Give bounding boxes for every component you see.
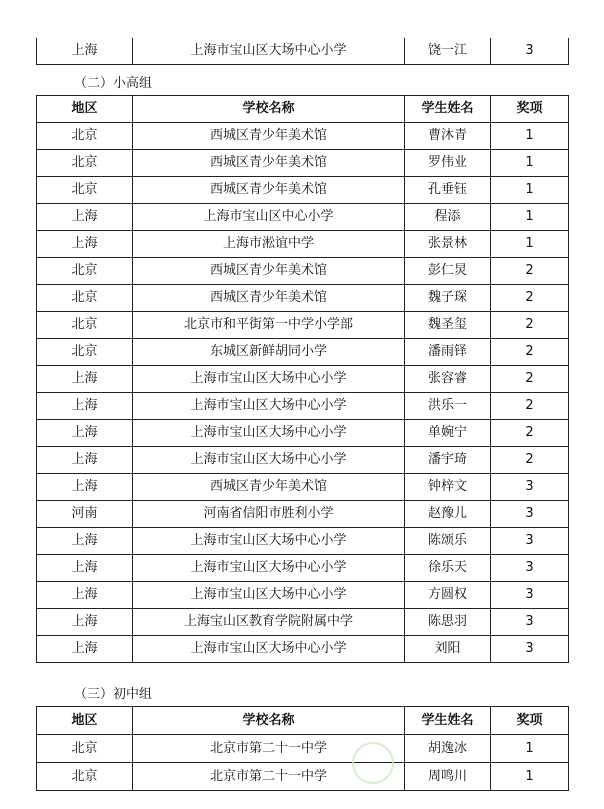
cell-student: 程添 [405,204,491,231]
cell-region: 北京 [37,312,133,339]
cell-school: 西城区青少年美术馆 [133,285,405,312]
cell-school: 上海市宝山区大场中心小学 [133,393,405,420]
cell-region: 北京 [37,258,133,285]
cell-school: 西城区青少年美术馆 [133,177,405,204]
cell-award: 2 [491,420,569,447]
cell-award: 3 [491,582,569,609]
cell-region: 河南 [37,501,133,528]
cell-region: 北京 [37,150,133,177]
table-row [37,582,569,609]
cell-region: 上海 [37,555,133,582]
cell-award: 1 [491,150,569,177]
cell-region: 北京 [37,339,133,366]
cell-school: 西城区青少年美术馆 [133,474,405,501]
cell-school: 上海市宝山区大场中心小学 [133,555,405,582]
cell-student: 张景林 [405,231,491,258]
cell-region: 上海 [37,38,133,65]
cell-region: 北京 [37,177,133,204]
header-award: 奖项 [491,707,569,735]
cell-school: 北京市第二十一中学 [133,763,405,791]
header-student: 学生姓名 [405,707,491,735]
table-row [37,150,569,177]
cell-award: 2 [491,447,569,474]
cell-student: 孔垂钰 [405,177,491,204]
cell-award: 3 [491,555,569,582]
cell-school: 上海市宝山区大场中心小学 [133,38,405,65]
cell-student: 徐乐天 [405,555,491,582]
cell-school: 北京市第二十一中学 [133,735,405,763]
cell-school: 上海市淞谊中学 [133,231,405,258]
cell-school: 上海宝山区教育学院附属中学 [133,609,405,636]
cell-student: 周鸣川 [405,763,491,791]
cell-student: 陈颂乐 [405,528,491,555]
cell-student: 钟梓文 [405,474,491,501]
cell-award: 3 [491,609,569,636]
cell-region: 上海 [37,528,133,555]
cell-award: 2 [491,312,569,339]
cell-school: 上海市宝山区大场中心小学 [133,366,405,393]
cell-region: 上海 [37,231,133,258]
table-row [37,177,569,204]
table-row [37,474,569,501]
cell-student: 洪乐一 [405,393,491,420]
cell-region: 北京 [37,735,133,763]
header-region: 地区 [37,707,133,735]
cell-award: 1 [491,231,569,258]
table-row [37,636,569,663]
top-table [36,38,569,65]
cell-region: 上海 [37,582,133,609]
table-row [37,609,569,636]
cell-region: 上海 [37,393,133,420]
table-row [37,339,569,366]
cell-school: 西城区青少年美术馆 [133,258,405,285]
cell-award: 1 [491,123,569,150]
cell-award: 1 [491,763,569,791]
primary-upper-table-body [37,123,569,663]
cell-student: 胡逸冰 [405,735,491,763]
cell-region: 北京 [37,285,133,312]
cell-school: 北京市和平街第一中学小学部 [133,312,405,339]
cell-award: 3 [491,636,569,663]
table-row [37,735,569,763]
cell-school: 上海市宝山区大场中心小学 [133,528,405,555]
junior-high-table [36,706,569,791]
cell-region: 上海 [37,447,133,474]
header-row [37,707,569,735]
cell-student: 彭仁炅 [405,258,491,285]
cell-school: 上海市宝山区中心小学 [133,204,405,231]
cell-region: 上海 [37,474,133,501]
cell-region: 北京 [37,123,133,150]
table-row [37,420,569,447]
table-row [37,312,569,339]
cell-award: 2 [491,285,569,312]
cell-student: 饶一江 [405,38,491,65]
section-heading-primary-upper: （二）小高组 [74,76,153,91]
cell-region: 上海 [37,636,133,663]
cell-student: 魏子琛 [405,285,491,312]
cell-student: 赵豫儿 [405,501,491,528]
cell-award: 2 [491,366,569,393]
cell-student: 刘阳 [405,636,491,663]
header-region: 地区 [37,96,133,123]
cell-student: 陈思羽 [405,609,491,636]
cell-region: 北京 [37,763,133,791]
cell-region: 上海 [37,420,133,447]
cell-student: 张容睿 [405,366,491,393]
table-row [37,204,569,231]
header-school: 学校名称 [133,707,405,735]
cell-student: 单婉宁 [405,420,491,447]
header-student: 学生姓名 [405,96,491,123]
table-row [37,555,569,582]
cell-student: 方圆权 [405,582,491,609]
cell-award: 3 [491,528,569,555]
table-row [37,501,569,528]
cell-school: 上海市宝山区大场中心小学 [133,636,405,663]
cell-award: 3 [491,501,569,528]
table-row [37,763,569,791]
cell-school: 东城区新鲜胡同小学 [133,339,405,366]
cell-award: 1 [491,735,569,763]
cell-region: 上海 [37,204,133,231]
cell-award: 2 [491,393,569,420]
cell-award: 3 [491,474,569,501]
header-row [37,96,569,123]
cell-award: 2 [491,339,569,366]
junior-high-table-body [37,735,569,791]
top-table-body [37,38,569,65]
primary-upper-table [36,95,569,663]
cell-student: 曹沐青 [405,123,491,150]
table-row [37,447,569,474]
cell-school: 河南省信阳市胜利小学 [133,501,405,528]
cell-school: 上海市宝山区大场中心小学 [133,582,405,609]
cell-school: 上海市宝山区大场中心小学 [133,447,405,474]
cell-school: 西城区青少年美术馆 [133,150,405,177]
cell-award: 2 [491,258,569,285]
cell-award: 1 [491,177,569,204]
table-row [37,285,569,312]
cell-student: 魏圣玺 [405,312,491,339]
cell-student: 罗伟业 [405,150,491,177]
cell-award: 1 [491,204,569,231]
table-row [37,123,569,150]
cell-region: 上海 [37,609,133,636]
cell-student: 潘宇琦 [405,447,491,474]
table-row [37,393,569,420]
cell-school: 上海市宝山区大场中心小学 [133,420,405,447]
table-row [37,258,569,285]
section-heading-junior-high: （三）初中组 [74,687,153,702]
table-row [37,38,569,65]
header-award: 奖项 [491,96,569,123]
watermark-logo-icon [352,742,394,784]
cell-school: 西城区青少年美术馆 [133,123,405,150]
table-row [37,366,569,393]
cell-student: 潘雨铎 [405,339,491,366]
table-row [37,528,569,555]
cell-award: 3 [491,38,569,65]
cell-region: 上海 [37,366,133,393]
table-row [37,231,569,258]
header-school: 学校名称 [133,96,405,123]
